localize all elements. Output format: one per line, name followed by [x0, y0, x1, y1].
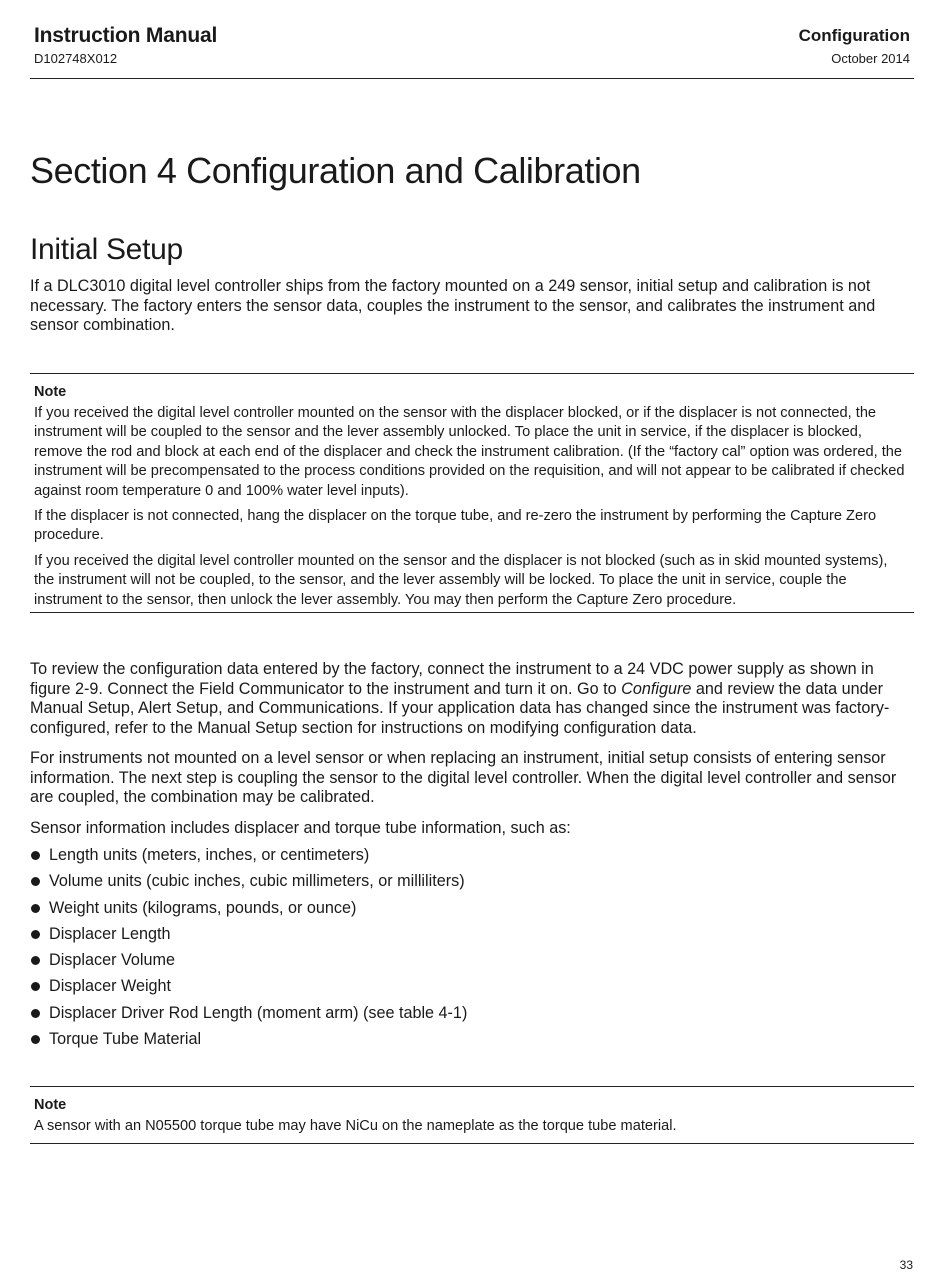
bullet-icon	[31, 851, 40, 860]
subsection-title: Initial Setup	[30, 233, 183, 266]
note-label: Note	[34, 1097, 67, 1113]
configure-menu-term: Configure	[621, 679, 692, 698]
bullet-icon	[31, 877, 40, 886]
note-box-factory-mounted	[30, 373, 914, 613]
review-config-paragraph	[30, 660, 914, 738]
list-item: Displacer Length	[30, 921, 914, 947]
body-text	[30, 660, 914, 1052]
review-text-before: To review the configuration data entered by the factory, connect the instrument to a 24 VDC power supply as shown in figure 2-9. Connect the Field Communicator to the instrument and turn it on. Go to	[30, 660, 874, 698]
note-box-torque-tube	[30, 1086, 914, 1144]
sensor-info-paragraph: Sensor information includes displacer and torque tube information, such as:	[30, 818, 571, 837]
header-date: October 2014	[831, 51, 910, 66]
bullet-icon	[31, 956, 40, 965]
list-item: Displacer Weight	[30, 973, 914, 999]
list-item: Torque Tube Material	[30, 1026, 914, 1052]
list-item: Displacer Driver Rod Length (moment arm) (see table 4-1)	[30, 1000, 914, 1026]
note-paragraph: If you received the digital level controller mounted on the sensor and the displacer is not blocked (such as in skid mounted systems), the instrument will not be coupled, to the sensor, and the lever assembly will be locked. To place the unit in service, couple the instrument to the sensor, then unlock the lever assembly. You may then perform the Capture Zero procedure.	[34, 552, 888, 608]
intro-paragraph: If a DLC3010 digital level controller ships from the factory mounted on a 249 sensor, initial setup and calibration is not necessary. The factory enters the sensor data, couples the instrument to the sensor, and calibrates the instrument and sensor combination.	[30, 277, 876, 334]
note-paragraph: If the displacer is not connected, hang the displacer on the torque tube, and re-zero the instrument by performing the Capture Zero procedure.	[34, 508, 877, 544]
document-number: D102748X012	[34, 51, 118, 66]
header-left	[34, 24, 217, 66]
header-section-name: Configuration	[798, 26, 910, 45]
note-paragraph: If you received the digital level controller mounted on the sensor with the displacer blocked, or if the displacer is not connected, the instrument will be coupled to the sensor and the lever assembly unlocked. To place the unit in service, if the displacer is blocked, remove the rod and block at each end of the displacer and check the instrument calibration. (If the “factory cal” option was ordered, the instrument will be precompensated to the process conditions provided on the requisition, and will not appear to be calibrated if checked against room temperature 0 and 100% water level inputs).	[34, 405, 905, 499]
sensor-info-list	[30, 842, 914, 1052]
document-page	[30, 0, 914, 1134]
review-text-after: and review the data under Manual Setup, Alert Setup, and Communications. If your application data has changed since the instrument was factory-configured, refer to the Manual Setup section for instructions on modifying configuration data.	[30, 679, 890, 737]
note-label: Note	[34, 384, 67, 400]
header-right	[799, 26, 910, 66]
list-item: Displacer Volume	[30, 947, 914, 973]
list-item: Length units (meters, inches, or centimeters)	[30, 842, 914, 868]
not-mounted-paragraph: For instruments not mounted on a level sensor or when replacing an instrument, initial setup consists of entering sensor information. The next step is coupling the sensor to the digital level controller. When the digital level controller and sensor are coupled, the combination may be calibrated.	[30, 749, 897, 806]
list-item: Volume units (cubic inches, cubic millimeters, or milliliters)	[30, 868, 914, 894]
page-number: 33	[899, 1258, 913, 1272]
list-item: Weight units (kilograms, pounds, or ounce)	[30, 895, 914, 921]
page-header	[30, 0, 914, 79]
section-title: Section 4 Configuration and Calibration	[30, 150, 641, 191]
note-paragraph: A sensor with an N05500 torque tube may have NiCu on the nameplate as the torque tube material.	[34, 1118, 677, 1134]
bullet-icon	[31, 1035, 40, 1044]
bullet-icon	[31, 930, 40, 939]
bullet-icon	[31, 982, 40, 991]
bullet-icon	[31, 1009, 40, 1018]
manual-title: Instruction Manual	[34, 24, 218, 47]
bullet-icon	[31, 904, 40, 913]
